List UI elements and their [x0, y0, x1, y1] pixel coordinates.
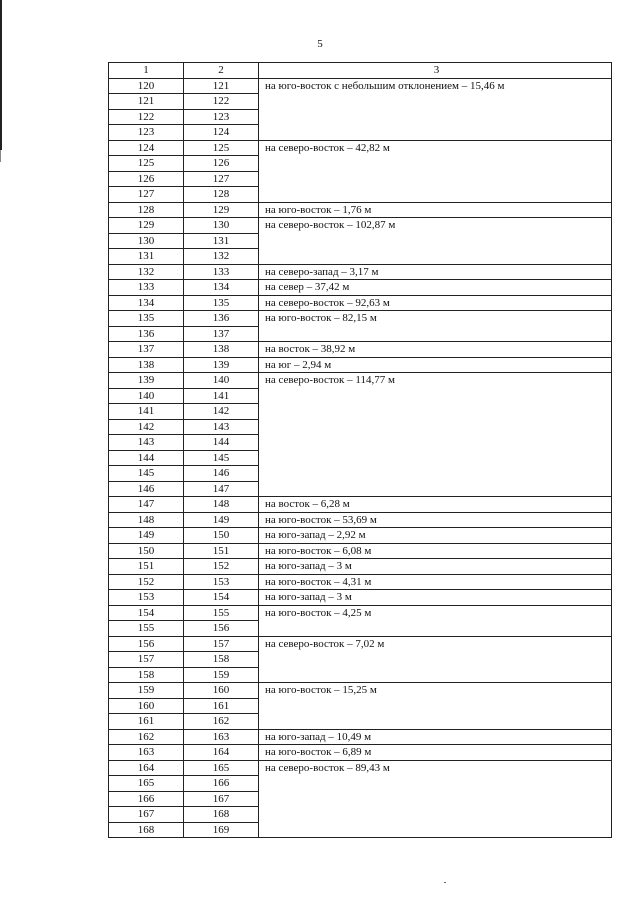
direction-distance-cell: на юго-восток – 1,76 м	[259, 202, 612, 218]
point-to-cell: 133	[184, 264, 259, 280]
point-to-cell: 152	[184, 559, 259, 575]
point-to-cell: 155	[184, 605, 259, 621]
point-to-cell: 156	[184, 621, 259, 637]
direction-distance-cell: на северо-восток – 7,02 м	[259, 636, 612, 683]
direction-distance-cell: на северо-восток – 89,43 м	[259, 760, 612, 838]
point-to-cell: 125	[184, 140, 259, 156]
point-from-cell: 125	[109, 156, 184, 172]
direction-distance-cell: на юго-восток – 4,31 м	[259, 574, 612, 590]
point-to-cell: 134	[184, 280, 259, 296]
point-to-cell: 168	[184, 807, 259, 823]
point-to-cell: 130	[184, 218, 259, 234]
direction-distance-cell: на северо-восток – 102,87 м	[259, 218, 612, 265]
direction-distance-cell: на юго-восток – 4,25 м	[259, 605, 612, 636]
point-to-cell: 143	[184, 419, 259, 435]
direction-distance-cell: на юго-восток – 53,69 м	[259, 512, 612, 528]
point-to-cell: 128	[184, 187, 259, 203]
point-from-cell: 130	[109, 233, 184, 249]
point-from-cell: 158	[109, 667, 184, 683]
point-to-cell: 157	[184, 636, 259, 652]
point-from-cell: 135	[109, 311, 184, 327]
column-header-1: 1	[109, 63, 184, 79]
table-row	[109, 605, 612, 621]
point-to-cell: 145	[184, 450, 259, 466]
point-to-cell: 135	[184, 295, 259, 311]
point-from-cell: 166	[109, 791, 184, 807]
point-to-cell: 151	[184, 543, 259, 559]
point-to-cell: 140	[184, 373, 259, 389]
point-to-cell: 132	[184, 249, 259, 265]
coordinates-table	[108, 62, 612, 838]
page-number: 5	[317, 38, 323, 50]
direction-distance-cell: на восток – 38,92 м	[259, 342, 612, 358]
point-from-cell: 121	[109, 94, 184, 110]
point-to-cell: 142	[184, 404, 259, 420]
point-from-cell: 140	[109, 388, 184, 404]
point-from-cell: 142	[109, 419, 184, 435]
point-to-cell: 161	[184, 698, 259, 714]
point-to-cell: 169	[184, 822, 259, 838]
table-row	[109, 78, 612, 94]
table-row	[109, 295, 612, 311]
scan-edge-mark	[0, 150, 1, 162]
point-from-cell: 163	[109, 745, 184, 761]
direction-distance-cell: на юго-восток – 82,15 м	[259, 311, 612, 342]
point-from-cell: 128	[109, 202, 184, 218]
point-from-cell: 126	[109, 171, 184, 187]
point-from-cell: 143	[109, 435, 184, 451]
table-row	[109, 636, 612, 652]
point-from-cell: 157	[109, 652, 184, 668]
point-to-cell: 163	[184, 729, 259, 745]
point-from-cell: 133	[109, 280, 184, 296]
direction-distance-cell: на юго-восток – 15,25 м	[259, 683, 612, 730]
point-from-cell: 139	[109, 373, 184, 389]
point-to-cell: 138	[184, 342, 259, 358]
direction-distance-cell: на юг – 2,94 м	[259, 357, 612, 373]
point-from-cell: 131	[109, 249, 184, 265]
table-row	[109, 280, 612, 296]
direction-distance-cell: на северо-восток – 114,77 м	[259, 373, 612, 497]
column-header-2: 2	[184, 63, 259, 79]
table-row	[109, 683, 612, 699]
column-header-3: 3	[259, 63, 612, 79]
point-to-cell: 137	[184, 326, 259, 342]
point-from-cell: 149	[109, 528, 184, 544]
point-from-cell: 123	[109, 125, 184, 141]
point-from-cell: 145	[109, 466, 184, 482]
point-to-cell: 149	[184, 512, 259, 528]
point-to-cell: 136	[184, 311, 259, 327]
table-row	[109, 760, 612, 776]
point-from-cell: 124	[109, 140, 184, 156]
point-to-cell: 124	[184, 125, 259, 141]
direction-distance-cell: на север – 37,42 м	[259, 280, 612, 296]
point-from-cell: 120	[109, 78, 184, 94]
point-from-cell: 165	[109, 776, 184, 792]
table-row	[109, 264, 612, 280]
direction-distance-cell: на северо-восток – 92,63 м	[259, 295, 612, 311]
point-to-cell: 146	[184, 466, 259, 482]
table-row	[109, 590, 612, 606]
point-to-cell: 165	[184, 760, 259, 776]
table-row	[109, 574, 612, 590]
point-to-cell: 122	[184, 94, 259, 110]
point-from-cell: 155	[109, 621, 184, 637]
point-from-cell: 159	[109, 683, 184, 699]
direction-distance-cell: на юго-запад – 3 м	[259, 559, 612, 575]
point-to-cell: 154	[184, 590, 259, 606]
point-from-cell: 164	[109, 760, 184, 776]
point-from-cell: 152	[109, 574, 184, 590]
table-row	[109, 202, 612, 218]
point-from-cell: 148	[109, 512, 184, 528]
point-to-cell: 148	[184, 497, 259, 513]
point-to-cell: 158	[184, 652, 259, 668]
point-from-cell: 167	[109, 807, 184, 823]
point-from-cell: 161	[109, 714, 184, 730]
point-from-cell: 122	[109, 109, 184, 125]
direction-distance-cell: на юго-запад – 2,92 м	[259, 528, 612, 544]
direction-distance-cell: на юго-восток – 6,89 м	[259, 745, 612, 761]
point-from-cell: 146	[109, 481, 184, 497]
point-to-cell: 160	[184, 683, 259, 699]
table-row	[109, 342, 612, 358]
point-from-cell: 129	[109, 218, 184, 234]
table-row	[109, 140, 612, 156]
table-row	[109, 512, 612, 528]
direction-distance-cell: на северо-восток – 42,82 м	[259, 140, 612, 202]
point-from-cell: 151	[109, 559, 184, 575]
point-from-cell: 136	[109, 326, 184, 342]
point-from-cell: 162	[109, 729, 184, 745]
point-from-cell: 141	[109, 404, 184, 420]
point-from-cell: 134	[109, 295, 184, 311]
table-row	[109, 373, 612, 389]
point-to-cell: 166	[184, 776, 259, 792]
point-to-cell: 121	[184, 78, 259, 94]
point-to-cell: 139	[184, 357, 259, 373]
point-from-cell: 132	[109, 264, 184, 280]
point-to-cell: 167	[184, 791, 259, 807]
point-from-cell: 154	[109, 605, 184, 621]
point-to-cell: 129	[184, 202, 259, 218]
point-from-cell: 138	[109, 357, 184, 373]
point-to-cell: 159	[184, 667, 259, 683]
point-to-cell: 141	[184, 388, 259, 404]
table-row	[109, 543, 612, 559]
point-to-cell: 164	[184, 745, 259, 761]
direction-distance-cell: на восток – 6,28 м	[259, 497, 612, 513]
table-body	[109, 78, 612, 838]
direction-distance-cell: на юго-запад – 10,49 м	[259, 729, 612, 745]
point-to-cell: 150	[184, 528, 259, 544]
direction-distance-cell: на юго-восток – 6,08 м	[259, 543, 612, 559]
point-from-cell: 137	[109, 342, 184, 358]
point-from-cell: 153	[109, 590, 184, 606]
point-to-cell: 162	[184, 714, 259, 730]
direction-distance-cell: на юго-запад – 3 м	[259, 590, 612, 606]
table-row	[109, 559, 612, 575]
direction-distance-cell: на северо-запад – 3,17 м	[259, 264, 612, 280]
point-to-cell: 131	[184, 233, 259, 249]
point-to-cell: 126	[184, 156, 259, 172]
point-to-cell: 127	[184, 171, 259, 187]
point-to-cell: 153	[184, 574, 259, 590]
table-header-row	[109, 63, 612, 79]
table-row	[109, 311, 612, 327]
table-row	[109, 218, 612, 234]
point-from-cell: 144	[109, 450, 184, 466]
point-from-cell: 160	[109, 698, 184, 714]
point-to-cell: 144	[184, 435, 259, 451]
table-row	[109, 497, 612, 513]
point-from-cell: 127	[109, 187, 184, 203]
point-to-cell: 123	[184, 109, 259, 125]
scan-speck	[444, 882, 446, 883]
point-from-cell: 168	[109, 822, 184, 838]
table-row	[109, 357, 612, 373]
point-from-cell: 150	[109, 543, 184, 559]
point-from-cell: 147	[109, 497, 184, 513]
scan-edge-mark	[0, 0, 2, 150]
table-row	[109, 528, 612, 544]
table-row	[109, 729, 612, 745]
direction-distance-cell: на юго-восток с небольшим отклонением – 15,46 м	[259, 78, 612, 140]
point-to-cell: 147	[184, 481, 259, 497]
table-row	[109, 745, 612, 761]
point-from-cell: 156	[109, 636, 184, 652]
